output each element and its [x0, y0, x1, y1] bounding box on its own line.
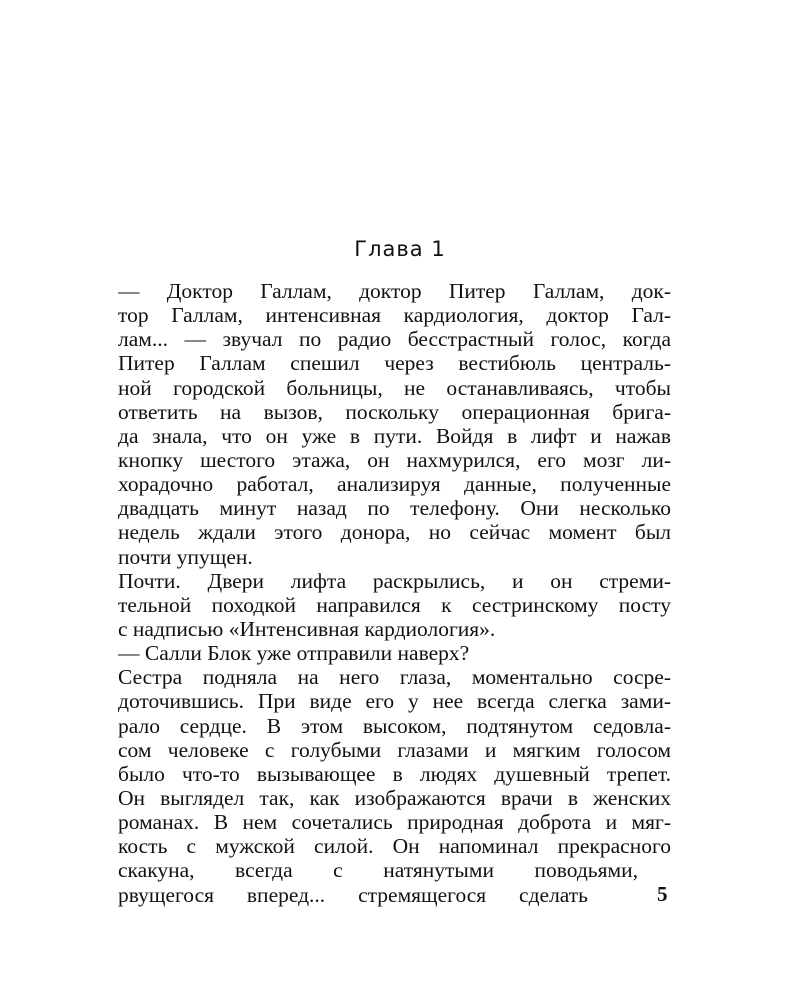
- page-number: 5: [657, 882, 668, 906]
- chapter-title: Глава 1: [354, 237, 446, 261]
- text-line: двадцать минут назад по телефону. Они несколько: [118, 496, 671, 521]
- text-line: хорадочно работал, анализируя данные, полученные: [118, 472, 671, 497]
- text-line: да знала, что он уже в пути. Войдя в лифт и нажав: [118, 423, 671, 448]
- body-text: [118, 279, 671, 907]
- text-line: Питер Галлам спешил через вестибюль централь-: [118, 351, 671, 376]
- text-line: Сестра подняла на него глаза, моментально сосре-: [118, 665, 671, 690]
- text-line: доточившись. При виде его у нее всегда слегка зами-: [118, 689, 671, 714]
- text-line: Почти. Двери лифта раскрылись, и он стреми-: [118, 568, 671, 593]
- text-line: сом человеке с голубыми глазами и мягким голосом: [118, 737, 671, 762]
- text-line: — Салли Блок уже отправили наверх?: [118, 641, 470, 666]
- text-line: рвущегося вперед... стремящегося сделать: [118, 882, 588, 907]
- text-line: ной городской больницы, не останавливаясь, чтобы: [118, 375, 671, 400]
- text-line: Он выглядел так, как изображаются врачи в женских: [118, 785, 671, 810]
- text-line: было что-то вызывающее в людях душевный трепет.: [118, 761, 671, 786]
- text-line: рало сердце. В этом высоком, подтянутом седовла-: [118, 713, 671, 738]
- text-line: тельной походкой направился к сестринскому посту: [118, 592, 671, 617]
- text-line: почти упущен.: [118, 544, 253, 569]
- text-line: — Доктор Галлам, доктор Питер Галлам, док-: [118, 279, 671, 303]
- text-line: скакуна, всегда с натянутыми поводьями,: [118, 858, 638, 883]
- text-line: кнопку шестого этажа, он нахмурился, его мозг ли-: [118, 447, 671, 472]
- text-line: кость с мужской силой. Он напоминал прекрасного: [118, 834, 671, 859]
- text-line: лам... — звучал по радио бесстрастный голос, когда: [118, 327, 671, 352]
- text-line: романах. В нем сочетались природная доброта и мяг-: [118, 810, 671, 835]
- text-line: ответить на вызов, поскольку операционная брига-: [118, 399, 671, 424]
- text-line: с надписью «Интенсивная кардиология».: [118, 616, 496, 641]
- text-line: недель ждали этого донора, но сейчас момент был: [118, 520, 671, 545]
- text-line: тор Галлам, интенсивная кардиология, доктор Гал-: [118, 303, 671, 328]
